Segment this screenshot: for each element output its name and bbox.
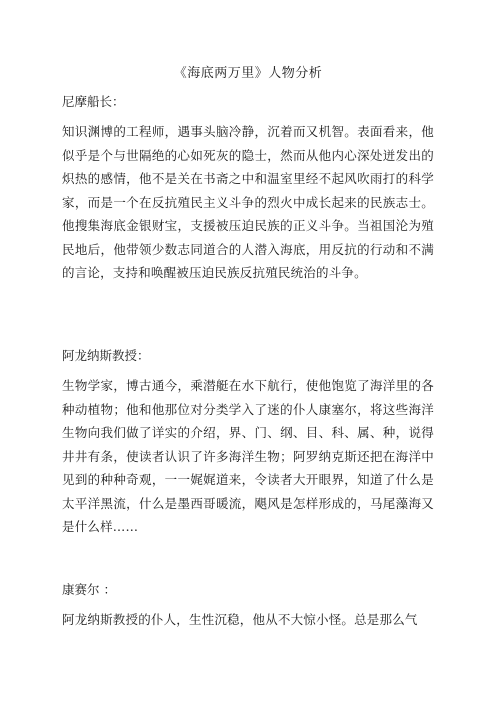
- section-body: 知识渊博的工程师，遇事头脑冷静，沉着而又机智。表面看来，他似乎是个与世隔绝的心如死灰的隐士，然而从他内心深处迸发出的炽热的感情，他不是关在书斋之中和温室里经不起风吹雨打的科学家，而是一个在反抗殖民主义斗争的烈火中成长起来的民族志士。他搜集海底金银财宝，支援被压迫民族的正义斗争。当祖国沦为殖民地后，他带领少数志同道合的人潜入海底，用反抗的行动和不满的言论，支持和唤醒被压迫民族反抗殖民统治的斗争。: [62, 124, 434, 280]
- section-heading: 阿龙纳斯教授：: [62, 348, 150, 363]
- document-title: 《海底两万里》人物分析: [173, 66, 323, 81]
- section-body: 阿龙纳斯教授的仆人，生性沉稳，他从不大惊小怪。总是那么气: [62, 612, 418, 627]
- section-heading: 康赛尔 ：: [62, 582, 116, 597]
- section-professor-aronnax: [62, 346, 434, 539]
- section-heading: 尼摩船长：: [62, 94, 125, 109]
- section-conseil: [62, 580, 434, 632]
- section-body: 生物学家，博古通今，乘潜艇在水下航行，使他饱览了海洋里的各种动植物；他和他那位对分类学入了迷的仆人康塞尔，将这些海洋生物向我们做了详实的介绍，界、门、纲、目、科、属、种，说得井井有条，使读者认识了许多海洋生物；阿罗纳克斯还把在海洋中见到的种种奇观，一一娓娓道来，令读者大开眼界，知道了什么是太平洋黑流，什么是墨西哥暖流，飓风是怎样形成的，马尾藻海又是什么样……: [62, 378, 434, 534]
- section-captain-nemo: [62, 92, 434, 285]
